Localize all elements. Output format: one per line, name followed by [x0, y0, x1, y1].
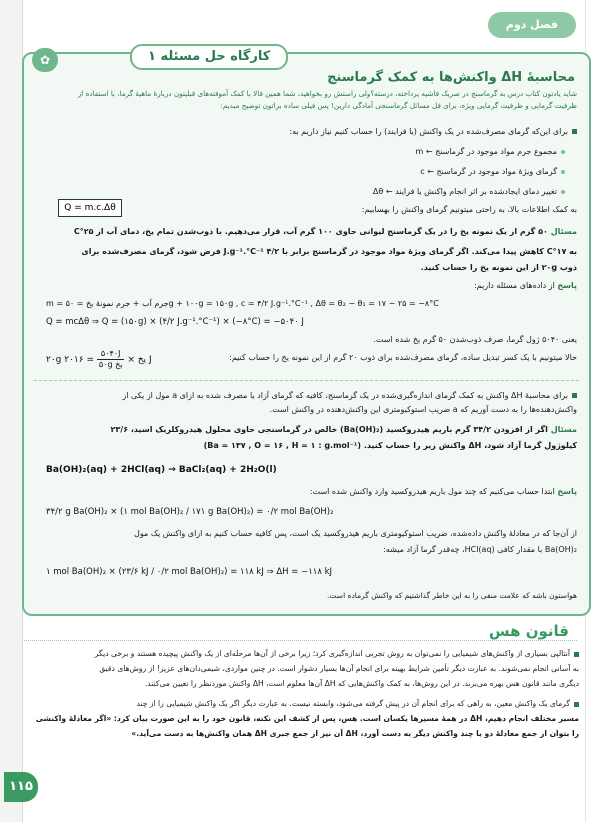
paragraph-5: برای محاسبهٔ ΔH واکنش به کمک گرمای اندازه‌گیری‌شده در یک گرماسنج، کافیه که گرمای آزاد یا مصرف شده به ازای a مول از یکی از [122, 390, 577, 402]
hess-line-5: مسیر مختلف انجام دهیم، ΔH در همهٔ مسیرها یکسان است. هس، پس از کشف این نکته، قانون خود را به این صورت بیان کرد: «اگر معادلهٔ واکنشی [35, 714, 579, 723]
section-title: محاسبهٔ ΔH واکنش‌ها به کمک گرماسنج [327, 70, 575, 85]
leaf-icon: ✿ [32, 48, 58, 72]
list-item: مجموع جرم مواد موجود در گرماسنج ← m [415, 146, 565, 158]
list-item: تغییر دمای ایجادشده بر اثر انجام واکنش یا فرایند ← Δθ [373, 186, 565, 198]
paragraph-1: برای این‌که گرمای مصرف‌شده در یک واکنش (یا فرایند) را حساب کنیم نیاز داریم به: [289, 126, 577, 138]
paragraph-6: واکنش‌دهنده‌ها را به دست آوریم که a ضریب استوکیومتری این واکنش‌دهنده در واکنش است. [269, 405, 577, 414]
note: هواستون باشه که علامت منفی را به این خاطر گذاشتیم که واکنش گرماده است. [327, 591, 577, 600]
equation-1: m = جرم آب + جرم نمونهٔ یخ = ۵۰g + ۱۰۰g = ۱۵۰g , c = ۴/۲ J.g⁻¹.°C⁻¹ , Δθ = θ₂ − θ₁ = ۱۷ − ۲۵ = −۸°C [46, 299, 439, 308]
example-2: مسئال اگر از افزودن ۳۴/۲ گرم باریم هیدروکسید (Ba(OH)₂) خالص در گرماسنجی حاوی محلول هیدروکلریک اسید، ۲۳/۶ [110, 425, 577, 434]
bullet-icon [574, 702, 579, 707]
paragraph-7: از آن‌جا که در معادلهٔ واکنش داده‌شده، ضریب استوکیومتری باریم هیدروکسید یک است، پس کافیه حساب کنیم به ازای واکنش یک مول [134, 529, 577, 538]
paragraph-3: یعنی ۵۰۴۰ ژول گرما، صرف ذوب‌شدن ۵۰ گرم یخ شده است. [373, 335, 577, 344]
paragraph-2: به کمک اطلاعات بالا، به راحتی میتونیم گرمای واکنش را بهسابیم: [361, 205, 577, 214]
hess-section [22, 622, 587, 762]
dot-icon [561, 170, 565, 174]
page-number: ۱۱۵ [4, 772, 38, 802]
list-item: گرمای ویژهٔ مواد موجود در گرماسنج ← c [420, 166, 565, 178]
reaction-equation: Ba(OH)₂(aq) + 2HCl(aq) → BaCl₂(aq) + 2H₂O(l) [46, 465, 277, 475]
example-1-line-2: به ۱۷°C کاهش پیدا می‌کند. اگر گرمای ویژهٔ مواد موجود در گرماسنج برابر با ۴/۲ J.g⁻¹.°C⁻¹ فرض شود، گرمای مصرف‌شده برای [81, 247, 577, 256]
fraction: $\frac{۵۰۴۰J}{\text{۵۰g یخ}}$ [98, 349, 123, 369]
chapter-tab: فصل دوم [488, 12, 576, 38]
bullet-icon [572, 393, 577, 398]
hess-line-1: آنتالپی بسیاری از واکنش‌های شیمیایی را نمی‌توان به روش تجربی اندازه‌گیری کرد؛ زیرا برخی از آن‌ها مرحله‌ای از یک واکنش پیچیده هستند و برخی دیگر [95, 648, 579, 660]
answer-2: پاسخ ابتدا حساب می‌کنیم که چند مول باریم هیدروکسید وارد واکنش شده است: [309, 487, 577, 496]
hess-title: قانون هس [488, 622, 569, 640]
equation-5: ۱ mol Ba(OH)₂ × (۲۳/۶ kJ / ۰/۲ mol Ba(OH)₂) = ۱۱۸ kJ ⇒ ΔH = −۱۱۸ kJ [46, 567, 333, 577]
hess-line-3: دیگری مانند قانون هس بهره می‌برند. در این روش‌ها، به کمک واکنش‌هایی که ΔH آن‌ها معلوم است، ΔH واکنش موردنظر را تعیین می‌کنند. [144, 679, 579, 688]
equation-4: ۳۴/۲ g Ba(OH)₂ × (۱ mol Ba(OH)₂ / ۱۷۱ g Ba(OH)₂) = ۰/۲ mol Ba(OH)₂ [46, 507, 334, 517]
divider [22, 640, 577, 641]
hess-line-2: به آسانی انجام نمی‌شوند. به عبارت دیگر تأمین شرایط بهینه برای انجام آن‌ها بسیار دشوار است. در چنین مواردی، شیمی‌دان‌های عزیز! از روش‌های دقیق [99, 664, 579, 673]
hess-line-6: را بتوان از جمع معادلهٔ دو یا چند واکنش دیگر به دست آورد، ΔH آن نیز از جمع جبری ΔH همان واکنش‌ها به دست می‌آید.» [131, 729, 579, 738]
page-header [22, 6, 588, 36]
intro-line-1: شاید یادتون کتاب درس به گرماسنج در صریک فاشیه پرداخته، درسته؟ولی راستش رو بخواهید، شما همین فالا با کمک آموفته‌های قبلیتون دربارهٔ ماهیهٔ گرما، با استفاده از [77, 89, 577, 98]
bullet-icon [574, 652, 579, 657]
example-2-line-2: کیلوژول گرما آزاد شود، ΔH واکنش زیر را حساب کنید. (Ba = ۱۳۷ , O = ۱۶ , H = ۱ : g.mol⁻¹) [203, 441, 577, 450]
hess-line-4: گرمای یک واکنش معین، به راهی که برای انجام آن در پیش گرفته می‌شود، وابسته نیست. به عبارت دیگر اگر یک واکنش شیمیایی را از چند [136, 698, 579, 710]
dot-icon [561, 190, 565, 194]
formula-box: Q = m.c.Δθ [58, 199, 122, 217]
paragraph-8: Ba(OH)₂ با مقدار کافی HCl(aq)، چه‌قدر گرما آزاد میشه: [383, 545, 577, 554]
equation-2: Q = mcΔθ ⇒ Q = (۱۵۰g) × (۴/۲ J.g⁻¹.°C⁻¹) × (−۸°C) = −۵۰۴۰ J [46, 317, 304, 327]
example-1-line-3: ذوب ۲۰g از این نمونه یخ را حساب کنید. [420, 263, 577, 272]
workshop-title: کارگاه حل مسئله ۱ [130, 44, 288, 70]
dot-icon [561, 150, 565, 154]
left-margin-strip [0, 0, 23, 822]
example-1: مسئال ۵۰ گرم از یک نمونه یخ را در یک گرماسنج لیوانی حاوی ۱۰۰ گرم آب، قرار می‌دهیم. با ذوب‌شدن تمام یخ، دمای آب از ۲۵°C [73, 227, 577, 236]
divider [34, 380, 579, 381]
bullet-icon [572, 129, 577, 134]
answer-1: پاسخ از داده‌های مسئله داریم: [473, 281, 577, 290]
equation-3: ۲۰g یخ × $\frac{۵۰۴۰J}{\text{۵۰g یخ}}$ = ۲۰۱۶ J [46, 349, 152, 369]
paragraph-4: حالا میتونیم با یک کسر تبدیل ساده، گرمای مصرف‌شده برای ذوب ۲۰ گرم از این نمونه یخ را حساب کنیم: [229, 353, 577, 362]
intro-line-2: ظرفیت گرمایی و ظرفیت گرمایی ویژه، برای فل مسائل گرماسنجی آمادگی دارین! پس فیلی ساده براتون توضیح میدیم: [220, 101, 577, 110]
